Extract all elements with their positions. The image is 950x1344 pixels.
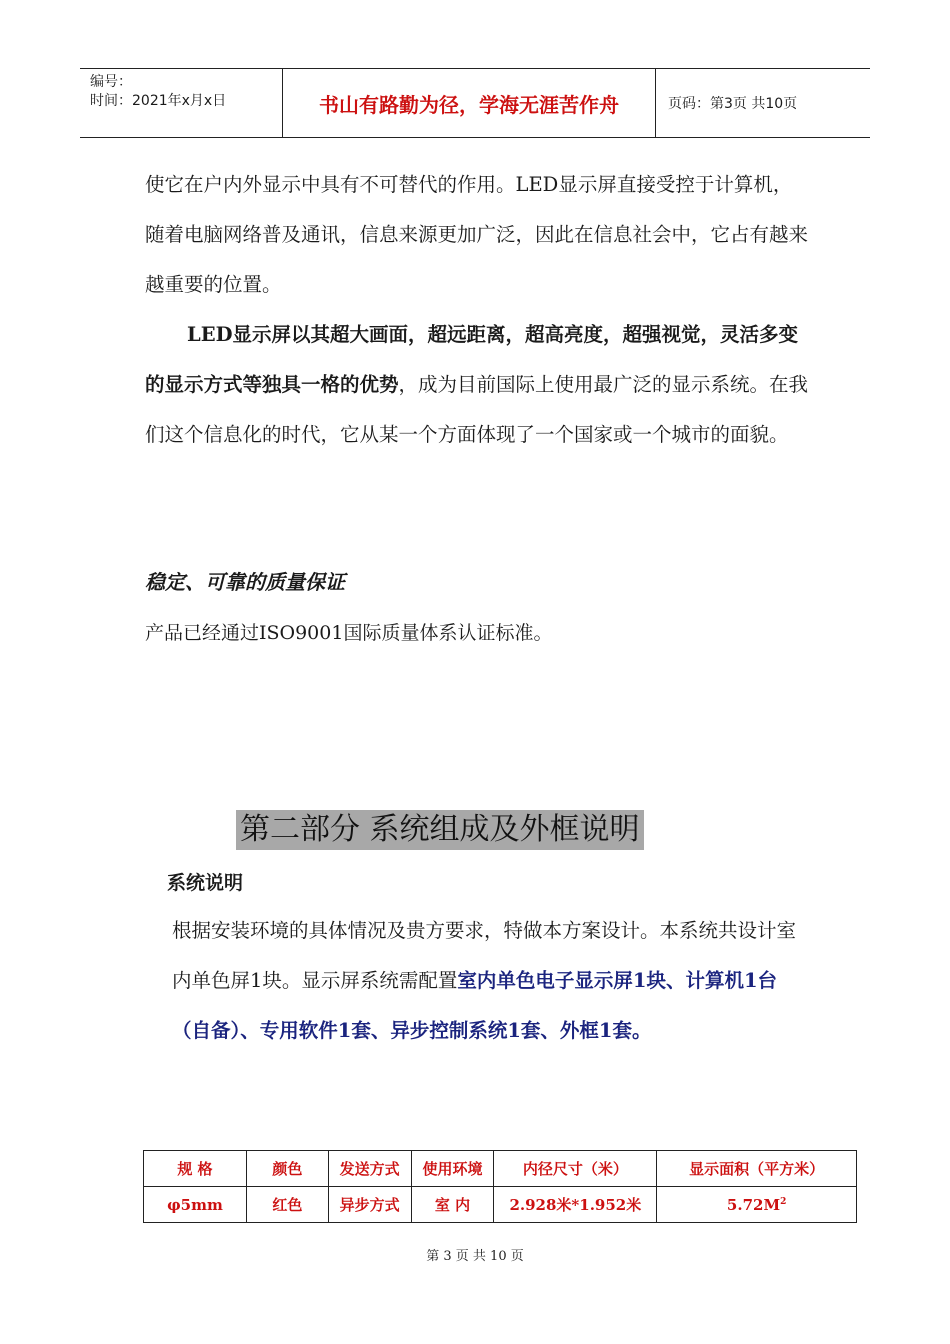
header-cell: 发送方式 [328, 1151, 411, 1187]
header-cell: 内径尺寸（米） [494, 1151, 657, 1187]
header-page-info: 页码：第3页 共10页 [668, 96, 798, 112]
paragraph-intro: 使它在户内外显示中具有不可替代的作用。LED显示屏直接受控于计算机，随着电脑网络普及通讯，信息来源更加广泛，因此在信息社会中，它占有越来越重要的位置。 [145, 173, 809, 296]
spec-table [143, 1150, 857, 1223]
table-cell: 红色 [246, 1187, 328, 1223]
quality-heading: 稳定、可靠的质量保证 [145, 570, 345, 594]
table-cell: 异步方式 [328, 1187, 411, 1223]
page-header [80, 68, 870, 138]
system-highlight: 室内单色电子显示屏1块、计算机1台（自备）、专用软件1套、异步控制系统1套、外框1套。 [172, 969, 778, 1042]
header-cell: 使用环境 [411, 1151, 494, 1187]
system-plain: 根据安装环境的具体情况及贵方要求，特做本方案设计。本系统共设计室内单色屏1块。显示屏系统需配置 [172, 919, 797, 992]
table-cell: φ5mm [144, 1187, 247, 1223]
advantages-bold: LED显示屏以其超大画面，超远距离，超高亮度，超强视觉，灵活多变的显示方式等独具一格的优势 [145, 323, 798, 396]
header-cell: 颜色 [246, 1151, 328, 1187]
area-superscript: 2 [780, 1196, 787, 1207]
table-header-row [144, 1151, 857, 1187]
table-cell: 室 内 [411, 1187, 494, 1223]
number-label: 编号： [90, 74, 132, 90]
time-label: 时间：2021年x月x日 [90, 93, 227, 109]
quality-text: 产品已经通过ISO9001国际质量体系认证标准。 [145, 622, 553, 644]
part-title: 第二部分 系统组成及外框说明 [236, 810, 644, 850]
page-footer: 第 3 页 共 10 页 [426, 1249, 524, 1264]
header-cell: 规 格 [144, 1151, 247, 1187]
system-heading: 系统说明 [167, 872, 244, 894]
table-row [144, 1187, 857, 1223]
table-cell: 2.928米*1.952米 [494, 1187, 657, 1223]
paragraph-advantages [145, 310, 810, 460]
header-motto: 书山有路勤为径，学海无涯苦作舟 [283, 69, 656, 137]
header-cell: 显示面积（平方米） [657, 1151, 857, 1187]
table-cell-area [657, 1187, 857, 1223]
paragraph-system [172, 906, 812, 1056]
header-meta [80, 69, 283, 137]
area-value: 5.72M [726, 1195, 781, 1214]
advantages-rest: ，成为目前国际上使用最广泛的显示系统。在我们这个信息化的时代，它从某一个方面体现了一个国家或一个城市的面貌。 [145, 373, 809, 446]
